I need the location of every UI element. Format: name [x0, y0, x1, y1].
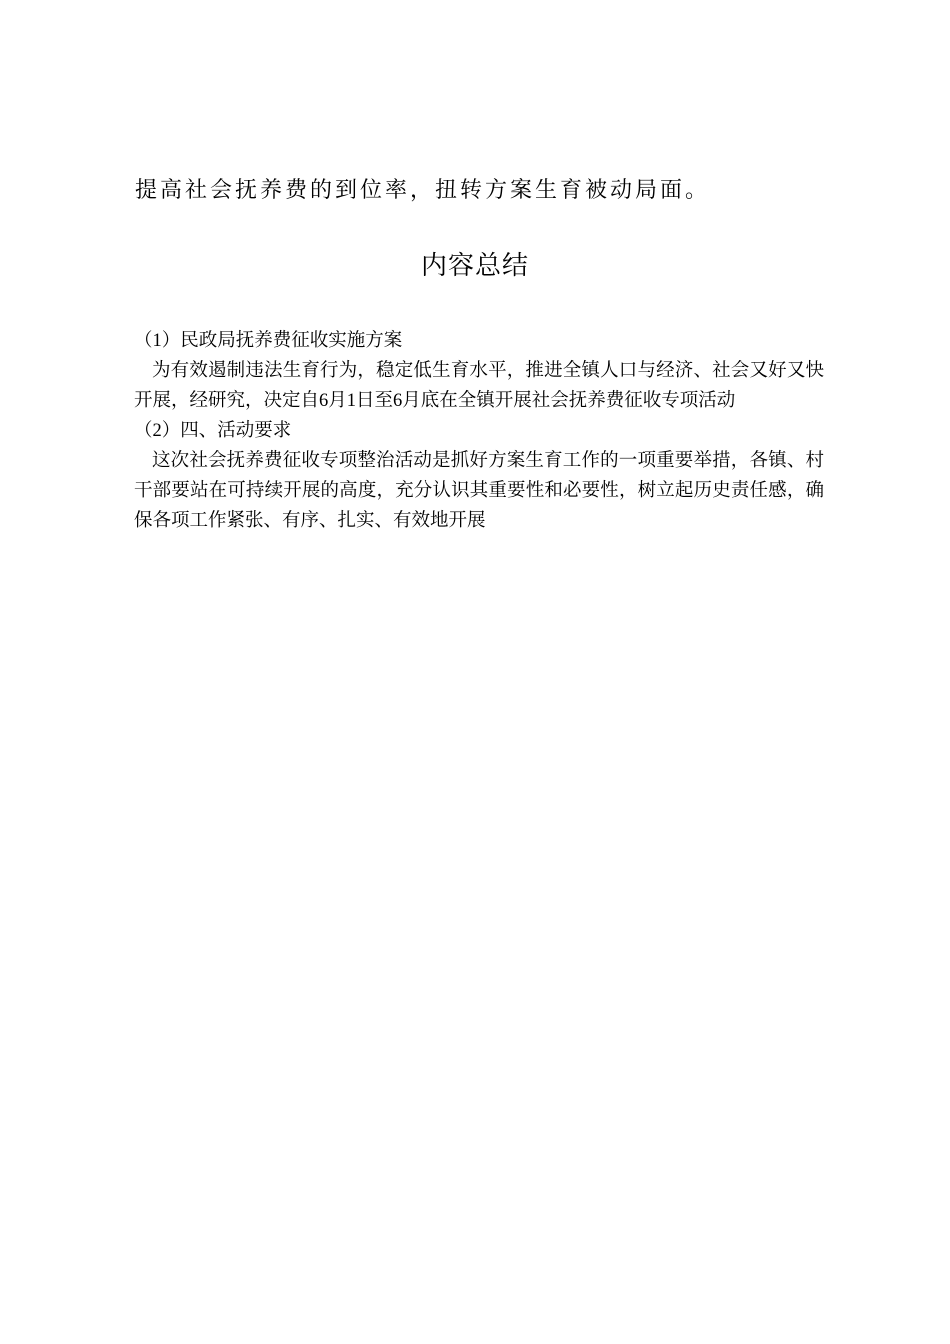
summary-item-2-text: 这次社会抚养费征收专项整治活动是抓好方案生育工作的一项重要举措，各镇、村干部要站在可持续开展的高度，充分认识其重要性和必要性，树立起历史责任感，确保各项工作紧张、有序、扎实、有效地开展 [134, 451, 824, 531]
summary-item-1-heading: （1）民政局抚养费征收实施方案 [134, 331, 403, 351]
summary-item-1-text: 为有效遏制违法生育行为，稳定低生育水平，推进全镇人口与经济、社会又好又快开展，经研究，决定自6月1日至6月底在全镇开展社会抚养费征收专项活动 [134, 361, 824, 411]
summary-item-2-heading: （2）四、活动要求 [134, 421, 292, 441]
summary-title: 内容总结 [420, 251, 529, 281]
continuation-line: 提高社会抚养费的到位率，扭转方案生育被动局面。 [135, 178, 711, 203]
summary-body [134, 326, 824, 536]
